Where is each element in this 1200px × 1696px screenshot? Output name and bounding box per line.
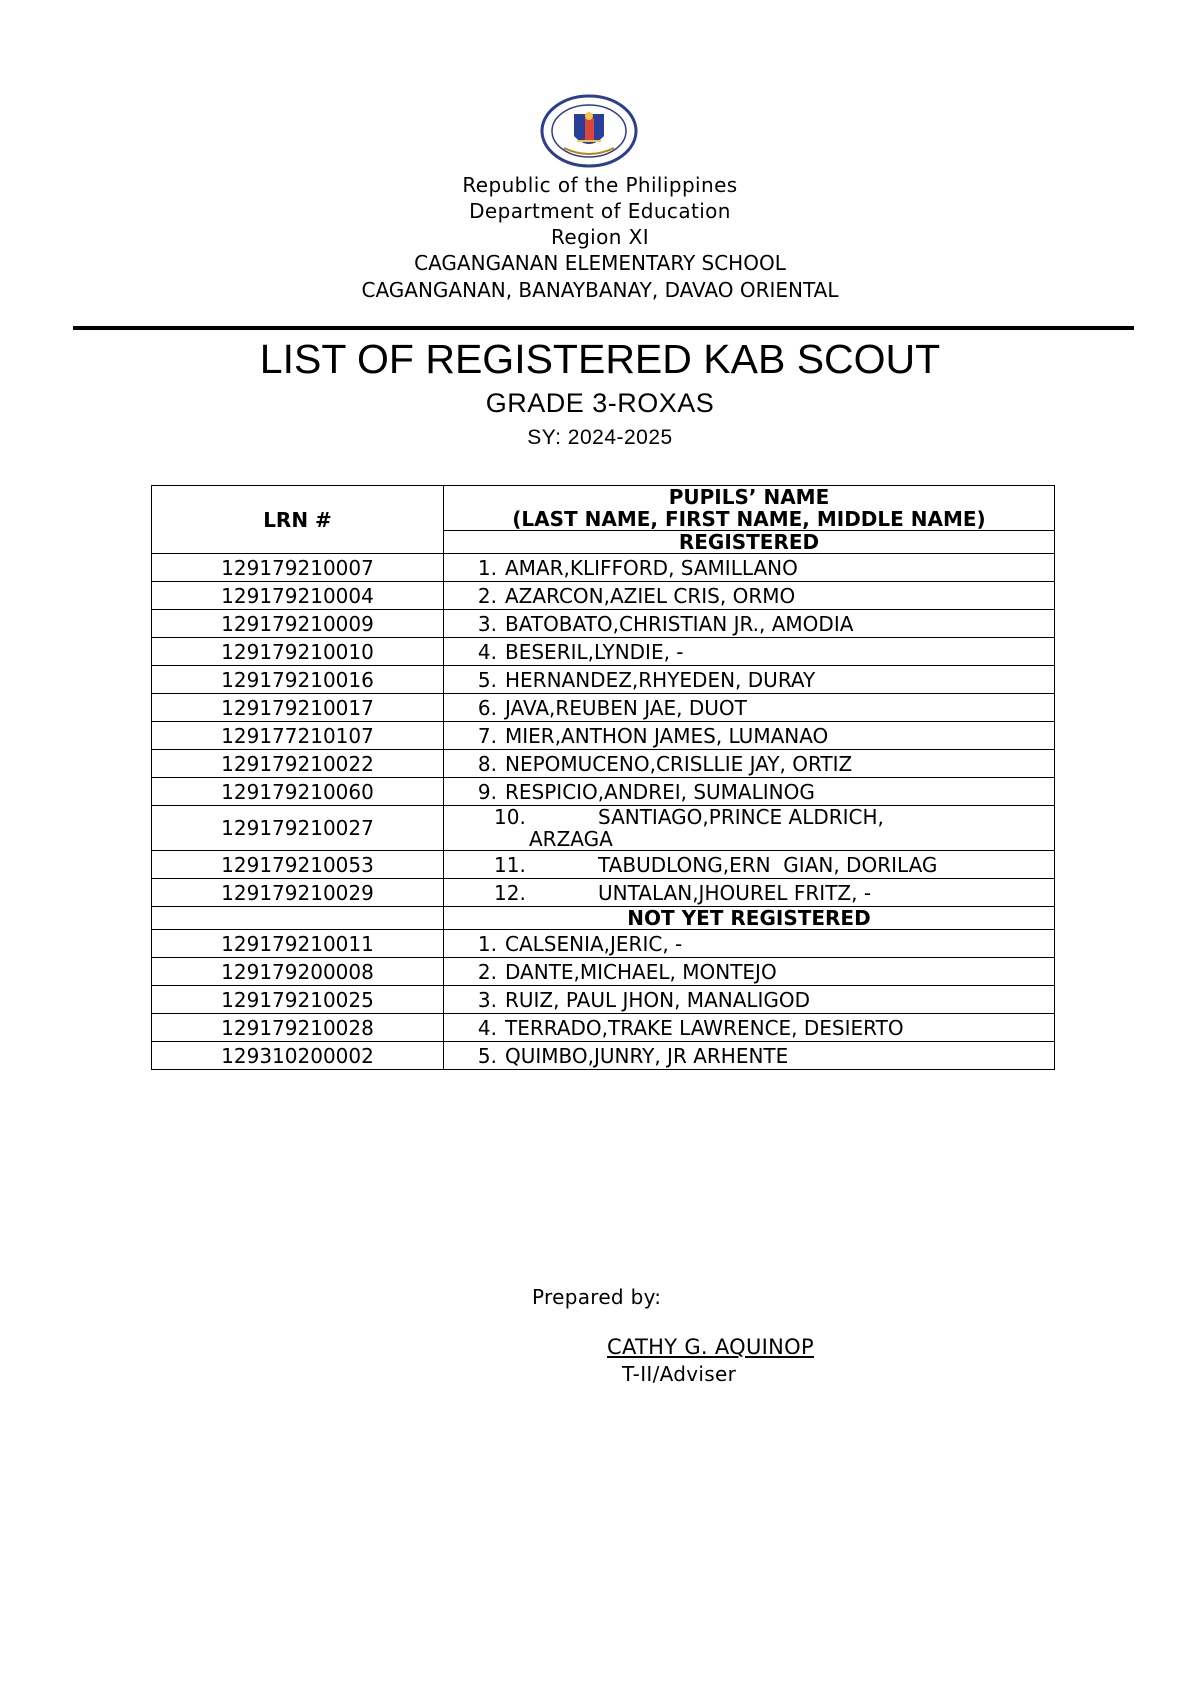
- item-number: 7.: [477, 723, 497, 748]
- pupil-name-cell: [444, 958, 1055, 986]
- item-number: 2.: [477, 959, 497, 984]
- item-number: 3.: [477, 611, 497, 636]
- item-number: 3.: [477, 987, 497, 1012]
- pupil-name-continued: ARZAGA: [529, 827, 613, 851]
- item-number: 6.: [477, 695, 497, 720]
- signatory-name: CATHY G. AQUINOP: [607, 1335, 814, 1359]
- lrn-cell: 129179210022: [152, 750, 444, 778]
- lrn-cell: 129179210060: [152, 778, 444, 806]
- pupil-name: AZARCON,AZIEL CRIS, ORMO: [505, 583, 796, 608]
- pupil-name-cell: [444, 930, 1055, 958]
- pupil-name: JAVA,REUBEN JAE, DUOT: [505, 695, 747, 720]
- lrn-cell: 129179210053: [152, 851, 444, 879]
- lrn-cell: 129179200008: [152, 958, 444, 986]
- country-name: Republic of the Philippines: [462, 173, 738, 197]
- name-column-header: [444, 486, 1055, 531]
- pupil-name-cell: [444, 1042, 1055, 1070]
- pupil-name-cell: [444, 638, 1055, 666]
- pupil-name-cell: [444, 722, 1055, 750]
- lrn-cell: 129179210027: [152, 806, 444, 851]
- item-number: 10.: [494, 805, 526, 829]
- not-registered-section-label: NOT YET REGISTERED: [444, 907, 1055, 930]
- table-row: [152, 958, 1055, 986]
- pupil-name: HERNANDEZ,RHYEDEN, DURAY: [505, 667, 816, 692]
- table-row: [152, 851, 1055, 879]
- pupil-name: TABUDLONG,ERN GIAN, DORILAG: [598, 852, 938, 877]
- item-number: 1.: [477, 555, 497, 580]
- lrn-cell: 129179210017: [152, 694, 444, 722]
- table-row: [152, 778, 1055, 806]
- lrn-cell: 129179210011: [152, 930, 444, 958]
- table-row: [152, 806, 1055, 851]
- lrn-cell: 129177210107: [152, 722, 444, 750]
- item-number: 1.: [477, 931, 497, 956]
- pupil-name: BATOBATO,CHRISTIAN JR., AMODIA: [505, 611, 854, 636]
- signatory-position: T-II/Adviser: [622, 1362, 737, 1386]
- lrn-cell: 129179210029: [152, 879, 444, 907]
- pupil-name-cell: [444, 554, 1055, 582]
- pupil-name-cell: [444, 610, 1055, 638]
- pupil-name-cell: [444, 582, 1055, 610]
- item-number: 2.: [477, 583, 497, 608]
- table-row: [152, 722, 1055, 750]
- pupil-name: SANTIAGO,PRINCE ALDRICH,: [598, 805, 884, 829]
- empty-lrn-cell: [152, 907, 444, 930]
- pupil-name: AMAR,KLIFFORD, SAMILLANO: [505, 555, 798, 580]
- pupil-name: BESERIL,LYNDIE, -: [505, 639, 684, 664]
- table-row: [152, 554, 1055, 582]
- item-number: 5.: [477, 667, 497, 692]
- pupil-name: RESPICIO,ANDREI, SUMALINOG: [505, 779, 815, 804]
- pupil-name-cell: [444, 1014, 1055, 1042]
- lrn-cell: 129310200002: [152, 1042, 444, 1070]
- header-divider: [73, 326, 1134, 330]
- prepared-by-label: Prepared by:: [532, 1285, 662, 1309]
- table-row: [152, 610, 1055, 638]
- school-address: CAGANGANAN, BANAYBANAY, DAVAO ORIENTAL: [361, 278, 839, 302]
- name-header-line1: PUPILS’ NAME: [668, 485, 830, 509]
- item-number: 5.: [477, 1043, 497, 1068]
- registered-section-label: REGISTERED: [444, 531, 1055, 554]
- document-title: LIST OF REGISTERED KAB SCOUT: [259, 336, 941, 382]
- table-row: [152, 879, 1055, 907]
- pupil-name: UNTALAN,JHOUREL FRITZ, -: [598, 880, 872, 905]
- pupil-name-cell: [444, 879, 1055, 907]
- item-number: 9.: [477, 779, 497, 804]
- item-number: 12.: [494, 880, 526, 905]
- region-name: Region XI: [550, 225, 650, 249]
- table-row: [152, 750, 1055, 778]
- pupil-name: NEPOMUCENO,CRISLLIE JAY, ORTIZ: [505, 751, 853, 776]
- lrn-column-header: LRN #: [152, 486, 444, 554]
- pupil-name: TERRADO,TRAKE LAWRENCE, DESIERTO: [505, 1015, 904, 1040]
- table-row: [152, 930, 1055, 958]
- pupil-name: DANTE,MICHAEL, MONTEJO: [505, 959, 777, 984]
- pupil-name-cell: [444, 851, 1055, 879]
- school-year: SY: 2024-2025: [527, 426, 673, 449]
- pupil-name-cell: [444, 750, 1055, 778]
- pupil-name: MIER,ANTHON JAMES, LUMANAO: [505, 723, 829, 748]
- not-registered-section-row: [152, 907, 1055, 930]
- table-row: [152, 638, 1055, 666]
- pupil-name-cell: [444, 778, 1055, 806]
- department-name: Department of Education: [469, 199, 731, 223]
- table-row: [152, 1042, 1055, 1070]
- lrn-cell: 129179210028: [152, 1014, 444, 1042]
- table-row: [152, 1014, 1055, 1042]
- table-row: [152, 666, 1055, 694]
- deped-seal-logo: [540, 94, 638, 168]
- table-row: [152, 694, 1055, 722]
- table-header-row: [152, 486, 1055, 531]
- lrn-cell: 129179210009: [152, 610, 444, 638]
- item-number: 11.: [494, 852, 526, 877]
- lrn-cell: 129179210025: [152, 986, 444, 1014]
- school-name: CAGANGANAN ELEMENTARY SCHOOL: [414, 251, 786, 275]
- table-row: [152, 986, 1055, 1014]
- item-number: 4.: [477, 639, 497, 664]
- pupil-name-cell: [444, 986, 1055, 1014]
- lrn-cell: 129179210016: [152, 666, 444, 694]
- pupil-name-cell: [444, 806, 1055, 851]
- table-row: [152, 582, 1055, 610]
- scout-roster-table: [151, 485, 1055, 1070]
- pupil-name: CALSENIA,JERIC, -: [505, 931, 683, 956]
- lrn-cell: 129179210004: [152, 582, 444, 610]
- lrn-cell: 129179210007: [152, 554, 444, 582]
- pupil-name: RUIZ, PAUL JHON, MANALIGOD: [505, 987, 811, 1012]
- pupil-name-cell: [444, 694, 1055, 722]
- pupil-name-cell: [444, 666, 1055, 694]
- pupil-name: QUIMBO,JUNRY, JR ARHENTE: [505, 1043, 789, 1068]
- name-header-line2: (LAST NAME, FIRST NAME, MIDDLE NAME): [512, 507, 986, 531]
- grade-section: GRADE 3-ROXAS: [485, 388, 715, 418]
- lrn-cell: 129179210010: [152, 638, 444, 666]
- item-number: 4.: [477, 1015, 497, 1040]
- item-number: 8.: [477, 751, 497, 776]
